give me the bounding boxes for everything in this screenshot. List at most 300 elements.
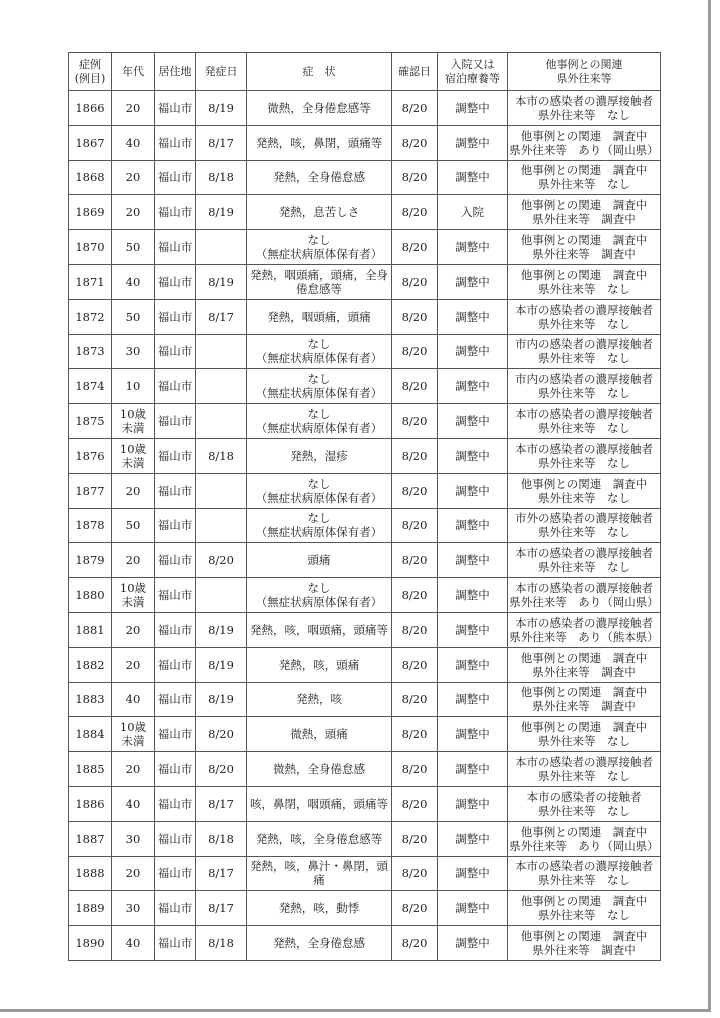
cell-age: 40 — [112, 264, 155, 299]
header-relation: 他事例との関連 県外往来等 — [508, 53, 661, 91]
cell-confirmed: 8/20 — [392, 856, 438, 891]
cell-confirmed: 8/20 — [392, 438, 438, 473]
cell-symptoms — [247, 717, 392, 752]
cell-symptoms-line: （無症状病原体保有者） — [255, 351, 383, 366]
cell-relation — [508, 647, 661, 682]
cell-relation-line: 県外往来等 なし — [538, 281, 630, 296]
table-row — [69, 578, 661, 613]
cell-symptoms-line: 発熱，咳，頭痛 — [278, 657, 360, 672]
cell-symptoms-line: 発熱，咳，鼻閉，頭痛等 — [255, 135, 383, 150]
cell-confirmed: 8/20 — [392, 369, 438, 404]
cell-onset: 8/19 — [196, 612, 247, 647]
cell-symptoms-line: （無症状病原体保有者） — [255, 595, 383, 610]
cell-age: 40 — [112, 682, 155, 717]
cell-confirmed: 8/20 — [392, 125, 438, 160]
header-status: 入院又は 宿泊療養等 — [438, 53, 508, 91]
table-row — [69, 299, 661, 334]
cell-symptoms-line: なし — [307, 337, 331, 352]
table-row — [69, 612, 661, 647]
header-row — [69, 53, 661, 91]
cell-age: 30 — [112, 821, 155, 856]
cell-residence: 福山市 — [155, 299, 196, 334]
cell-residence: 福山市 — [155, 926, 196, 961]
cell-relation — [508, 682, 661, 717]
cell-onset — [196, 369, 247, 404]
cell-relation-line: 県外往来等 なし — [538, 421, 630, 436]
cell-onset: 8/20 — [196, 543, 247, 578]
cell-symptoms — [247, 264, 392, 299]
cell-case: 1869 — [69, 195, 112, 230]
cell-symptoms-line: 発熱，咽頭痛，頭痛 — [267, 309, 371, 324]
cell-status: 調整中 — [438, 230, 508, 265]
table-row — [69, 195, 661, 230]
cell-age: 50 — [112, 299, 155, 334]
cell-age: 40 — [112, 125, 155, 160]
cell-age: 20 — [112, 473, 155, 508]
cell-symptoms-line: なし — [307, 233, 331, 248]
cell-symptoms — [247, 682, 392, 717]
cell-symptoms-line: 発熱，咳，鼻汁・鼻閉，頭 — [250, 859, 388, 874]
table-row — [69, 543, 661, 578]
cell-onset: 8/18 — [196, 438, 247, 473]
cell-status: 調整中 — [438, 821, 508, 856]
cell-symptoms-line: （無症状病原体保有者） — [255, 490, 383, 505]
cell-confirmed: 8/20 — [392, 230, 438, 265]
cell-case: 1876 — [69, 438, 112, 473]
cell-relation-line: 県外往来等 なし — [538, 351, 630, 366]
cell-residence: 福山市 — [155, 786, 196, 821]
cell-symptoms — [247, 821, 392, 856]
cell-relation — [508, 230, 661, 265]
cell-onset: 8/19 — [196, 264, 247, 299]
cell-age: 20 — [112, 543, 155, 578]
cell-confirmed: 8/20 — [392, 334, 438, 369]
cell-symptoms-line: 発熱，咳，全身倦怠感等 — [255, 831, 383, 846]
cell-age: 20 — [112, 612, 155, 647]
cell-confirmed: 8/20 — [392, 508, 438, 543]
cell-relation-line: 他事例との関連 調査中 — [520, 476, 648, 491]
cell-symptoms — [247, 438, 392, 473]
cell-residence: 福山市 — [155, 578, 196, 613]
header-case: 症例 (例目) — [69, 53, 112, 91]
cell-relation — [508, 369, 661, 404]
cell-symptoms — [247, 160, 392, 195]
cell-residence: 福山市 — [155, 195, 196, 230]
cell-age: 20 — [112, 647, 155, 682]
cell-status: 調整中 — [438, 438, 508, 473]
cell-relation-line: 県外往来等 調査中 — [532, 212, 636, 227]
cell-symptoms-line: なし — [307, 511, 331, 526]
cell-case: 1881 — [69, 612, 112, 647]
cell-confirmed: 8/20 — [392, 926, 438, 961]
cell-status: 調整中 — [438, 299, 508, 334]
cell-relation-line: 本市の感染者の濃厚接触者 — [515, 93, 653, 108]
cell-relation — [508, 856, 661, 891]
cell-age: 20 — [112, 195, 155, 230]
cell-status: 調整中 — [438, 786, 508, 821]
cell-residence: 福山市 — [155, 264, 196, 299]
cell-symptoms-line: 微熱，全身倦怠感等 — [267, 100, 371, 115]
cell-residence: 福山市 — [155, 856, 196, 891]
cell-status: 調整中 — [438, 334, 508, 369]
table-row — [69, 891, 661, 926]
cell-symptoms — [247, 230, 392, 265]
cell-residence: 福山市 — [155, 125, 196, 160]
table-row — [69, 369, 661, 404]
cell-relation-line: 県外往来等 なし — [538, 177, 630, 192]
cell-relation-line: 県外往来等 なし — [538, 455, 630, 470]
cell-status: 調整中 — [438, 264, 508, 299]
cell-onset: 8/20 — [196, 717, 247, 752]
cell-age: 10 — [112, 369, 155, 404]
cell-age: 30 — [112, 334, 155, 369]
cell-onset — [196, 334, 247, 369]
cell-case: 1882 — [69, 647, 112, 682]
cell-confirmed: 8/20 — [392, 752, 438, 787]
cell-relation — [508, 717, 661, 752]
cell-onset — [196, 404, 247, 439]
cell-onset: 8/19 — [196, 195, 247, 230]
cell-symptoms-line: なし — [307, 407, 331, 422]
cell-case: 1868 — [69, 160, 112, 195]
cell-symptoms-line: なし — [307, 581, 331, 596]
cell-age: 50 — [112, 508, 155, 543]
cell-relation-line: 県外往来等 なし — [538, 525, 630, 540]
cell-relation-line: 本市の感染者の濃厚接触者 — [515, 581, 653, 596]
cell-age: 20 — [112, 856, 155, 891]
cell-relation-line: 本市の感染者の接触者 — [526, 789, 642, 804]
cell-relation-line: 他事例との関連 調査中 — [520, 267, 648, 282]
cell-residence: 福山市 — [155, 508, 196, 543]
cell-relation-line: 県外往来等 なし — [538, 803, 630, 818]
cell-onset: 8/17 — [196, 299, 247, 334]
cell-confirmed: 8/20 — [392, 404, 438, 439]
cell-residence: 福山市 — [155, 404, 196, 439]
cell-status: 調整中 — [438, 473, 508, 508]
cell-confirmed: 8/20 — [392, 682, 438, 717]
cell-relation — [508, 334, 661, 369]
cell-relation-line: 本市の感染者の濃厚接触者 — [515, 302, 653, 317]
table-row — [69, 91, 661, 126]
cell-residence: 福山市 — [155, 612, 196, 647]
cell-relation-line: 市外の感染者の濃厚接触者 — [515, 511, 653, 526]
header-symptoms: 症 状 — [247, 53, 392, 91]
cell-onset: 8/18 — [196, 821, 247, 856]
cell-symptoms — [247, 369, 392, 404]
cell-relation-line: 県外往来等 あり（岡山県） — [509, 838, 659, 853]
cell-relation-line: 県外往来等 なし — [538, 107, 630, 122]
cell-symptoms-line: 発熱，咳，咽頭痛，頭痛等 — [250, 622, 388, 637]
table-row — [69, 821, 661, 856]
cell-relation-line: 他事例との関連 調査中 — [520, 198, 648, 213]
table-row — [69, 125, 661, 160]
cell-case: 1888 — [69, 856, 112, 891]
cell-onset: 8/19 — [196, 91, 247, 126]
cell-status: 調整中 — [438, 682, 508, 717]
cell-status: 調整中 — [438, 612, 508, 647]
cell-relation — [508, 508, 661, 543]
cell-symptoms-line: 微熱，全身倦怠感 — [273, 762, 365, 777]
cell-relation-line: 県外往来等 あり（熊本県） — [509, 629, 659, 644]
cell-relation — [508, 578, 661, 613]
cell-symptoms — [247, 404, 392, 439]
cell-relation — [508, 404, 661, 439]
cell-symptoms-line: なし — [307, 476, 331, 491]
cell-symptoms-line: （無症状病原体保有者） — [255, 525, 383, 540]
cell-symptoms-line: 咳，鼻閉，咽頭痛，頭痛等 — [250, 796, 388, 811]
cell-status: 調整中 — [438, 856, 508, 891]
cell-relation-line: 他事例との関連 調査中 — [520, 685, 648, 700]
cell-symptoms — [247, 612, 392, 647]
cell-residence: 福山市 — [155, 160, 196, 195]
cell-residence: 福山市 — [155, 682, 196, 717]
cell-age: 10歳 未満 — [112, 578, 155, 613]
cell-status: 調整中 — [438, 647, 508, 682]
cell-symptoms — [247, 856, 392, 891]
cell-status: 調整中 — [438, 160, 508, 195]
cell-case: 1872 — [69, 299, 112, 334]
cell-symptoms-line: 痛 — [313, 873, 325, 888]
cell-relation — [508, 125, 661, 160]
cell-symptoms — [247, 195, 392, 230]
cell-onset: 8/17 — [196, 125, 247, 160]
cell-case: 1879 — [69, 543, 112, 578]
cell-case: 1867 — [69, 125, 112, 160]
cell-relation — [508, 438, 661, 473]
cell-symptoms — [247, 543, 392, 578]
cell-confirmed: 8/20 — [392, 543, 438, 578]
cell-relation-line: 県外往来等 なし — [538, 316, 630, 331]
cell-confirmed: 8/20 — [392, 264, 438, 299]
cell-age: 20 — [112, 752, 155, 787]
cell-residence: 福山市 — [155, 821, 196, 856]
cell-relation-line: 他事例との関連 調査中 — [520, 929, 648, 944]
cell-residence: 福山市 — [155, 752, 196, 787]
cell-relation — [508, 752, 661, 787]
table-row — [69, 717, 661, 752]
cell-symptoms-line: 微熱，頭痛 — [290, 727, 348, 742]
table-row — [69, 438, 661, 473]
cell-age: 10歳 未満 — [112, 404, 155, 439]
cell-relation-line: 県外往来等 調査中 — [532, 943, 636, 958]
cell-relation-line: 他事例との関連 調査中 — [520, 233, 648, 248]
cell-relation-line: 本市の感染者の濃厚接触者 — [515, 859, 653, 874]
cell-relation-line: 本市の感染者の濃厚接触者 — [515, 615, 653, 630]
cell-case: 1887 — [69, 821, 112, 856]
cell-symptoms — [247, 891, 392, 926]
cell-symptoms-line: 倦怠感等 — [296, 281, 342, 296]
cell-relation-line: 他事例との関連 調査中 — [520, 650, 648, 665]
cell-status: 調整中 — [438, 508, 508, 543]
cell-relation — [508, 264, 661, 299]
cell-confirmed: 8/20 — [392, 612, 438, 647]
cell-relation-line: 市内の感染者の濃厚接触者 — [515, 337, 653, 352]
cell-confirmed: 8/20 — [392, 91, 438, 126]
cell-symptoms-line: 頭痛 — [307, 553, 331, 568]
cell-confirmed: 8/20 — [392, 717, 438, 752]
header-confirmed: 確認日 — [392, 53, 438, 91]
cell-relation-line: 県外往来等 調査中 — [532, 699, 636, 714]
table-row — [69, 752, 661, 787]
cell-symptoms-line: （無症状病原体保有者） — [255, 421, 383, 436]
cell-residence: 福山市 — [155, 891, 196, 926]
cell-symptoms — [247, 926, 392, 961]
cell-onset: 8/18 — [196, 160, 247, 195]
cell-relation — [508, 299, 661, 334]
cell-age: 20 — [112, 91, 155, 126]
cell-symptoms-line: 発熱，湿疹 — [290, 448, 348, 463]
cell-case: 1873 — [69, 334, 112, 369]
table-row — [69, 404, 661, 439]
cell-relation — [508, 160, 661, 195]
cell-relation-line: 県外往来等 調査中 — [532, 247, 636, 262]
cell-residence: 福山市 — [155, 369, 196, 404]
cell-symptoms — [247, 786, 392, 821]
cell-age: 10歳 未満 — [112, 717, 155, 752]
cell-relation-line: 県外往来等 なし — [538, 769, 630, 784]
case-table — [68, 52, 661, 961]
cell-symptoms-line: 発熱，咳 — [296, 692, 342, 707]
cell-relation — [508, 786, 661, 821]
cell-relation — [508, 891, 661, 926]
cell-relation-line: 本市の感染者の濃厚接触者 — [515, 441, 653, 456]
cell-age: 30 — [112, 891, 155, 926]
cell-relation-line: 県外往来等 なし — [538, 873, 630, 888]
cell-age: 50 — [112, 230, 155, 265]
cell-case: 1878 — [69, 508, 112, 543]
cell-residence: 福山市 — [155, 91, 196, 126]
cell-symptoms — [247, 299, 392, 334]
cell-age: 20 — [112, 160, 155, 195]
table-row — [69, 647, 661, 682]
cell-relation-line: 他事例との関連 調査中 — [520, 163, 648, 178]
cell-relation-line: 他事例との関連 調査中 — [520, 824, 648, 839]
cell-relation-line: 県外往来等 なし — [538, 734, 630, 749]
header-onset: 発症日 — [196, 53, 247, 91]
table-row — [69, 264, 661, 299]
cell-onset: 8/18 — [196, 926, 247, 961]
cell-relation-line: 他事例との関連 調査中 — [520, 720, 648, 735]
cell-confirmed: 8/20 — [392, 786, 438, 821]
cell-relation — [508, 473, 661, 508]
cell-age: 10歳 未満 — [112, 438, 155, 473]
cell-residence: 福山市 — [155, 230, 196, 265]
table-row — [69, 508, 661, 543]
cell-symptoms-line: 発熱，全身倦怠感 — [273, 936, 365, 951]
cell-relation-line: 他事例との関連 調査中 — [520, 894, 648, 909]
cell-relation — [508, 91, 661, 126]
cell-status: 調整中 — [438, 369, 508, 404]
cell-onset: 8/20 — [196, 752, 247, 787]
table-row — [69, 786, 661, 821]
cell-onset: 8/17 — [196, 786, 247, 821]
cell-relation-line: 本市の感染者の濃厚接触者 — [515, 407, 653, 422]
cell-onset — [196, 473, 247, 508]
cell-symptoms — [247, 647, 392, 682]
cell-relation-line: 本市の感染者の濃厚接触者 — [515, 755, 653, 770]
cell-symptoms — [247, 91, 392, 126]
cell-relation — [508, 543, 661, 578]
cell-relation-line: 県外往来等 なし — [538, 490, 630, 505]
cell-residence: 福山市 — [155, 647, 196, 682]
cell-status: 入院 — [438, 195, 508, 230]
cell-status: 調整中 — [438, 926, 508, 961]
cell-symptoms — [247, 578, 392, 613]
cell-case: 1883 — [69, 682, 112, 717]
table-row — [69, 856, 661, 891]
cell-case: 1870 — [69, 230, 112, 265]
cell-symptoms — [247, 334, 392, 369]
cell-case: 1890 — [69, 926, 112, 961]
cell-status: 調整中 — [438, 91, 508, 126]
cell-relation-line: 県外往来等 なし — [538, 908, 630, 923]
cell-relation-line: 県外往来等 調査中 — [532, 664, 636, 679]
cell-status: 調整中 — [438, 717, 508, 752]
cell-case: 1875 — [69, 404, 112, 439]
cell-onset — [196, 508, 247, 543]
cell-case: 1866 — [69, 91, 112, 126]
cell-status: 調整中 — [438, 404, 508, 439]
cell-residence: 福山市 — [155, 543, 196, 578]
table-row — [69, 682, 661, 717]
case-rows — [69, 91, 661, 961]
table-row — [69, 160, 661, 195]
cell-relation-line: 他事例との関連 調査中 — [520, 128, 648, 143]
table-row — [69, 230, 661, 265]
cell-status: 調整中 — [438, 543, 508, 578]
cell-case: 1889 — [69, 891, 112, 926]
cell-symptoms-line: 発熱，咽頭痛，頭痛，全身 — [250, 267, 388, 282]
cell-status: 調整中 — [438, 752, 508, 787]
cell-case: 1886 — [69, 786, 112, 821]
cell-relation — [508, 195, 661, 230]
header-residence: 居住地 — [155, 53, 196, 91]
cell-residence: 福山市 — [155, 473, 196, 508]
cell-confirmed: 8/20 — [392, 821, 438, 856]
cell-confirmed: 8/20 — [392, 195, 438, 230]
cell-symptoms — [247, 473, 392, 508]
header-age: 年代 — [112, 53, 155, 91]
cell-symptoms — [247, 752, 392, 787]
cell-relation-line: 県外往来等 なし — [538, 560, 630, 575]
cell-onset: 8/19 — [196, 682, 247, 717]
cell-residence: 福山市 — [155, 717, 196, 752]
cell-case: 1874 — [69, 369, 112, 404]
cell-case: 1885 — [69, 752, 112, 787]
cell-onset: 8/17 — [196, 891, 247, 926]
cell-symptoms-line: 発熱，咳，動悸 — [278, 901, 360, 916]
cell-case: 1884 — [69, 717, 112, 752]
cell-symptoms-line: （無症状病原体保有者） — [255, 247, 383, 262]
cell-relation-line: 県外往来等 あり（岡山県） — [509, 595, 659, 610]
cell-residence: 福山市 — [155, 334, 196, 369]
table-row — [69, 334, 661, 369]
cell-symptoms — [247, 508, 392, 543]
cell-confirmed: 8/20 — [392, 647, 438, 682]
cell-onset — [196, 230, 247, 265]
cell-symptoms — [247, 125, 392, 160]
cell-confirmed: 8/20 — [392, 891, 438, 926]
cell-onset — [196, 578, 247, 613]
cell-age: 40 — [112, 786, 155, 821]
cell-symptoms-line: なし — [307, 372, 331, 387]
cell-confirmed: 8/20 — [392, 299, 438, 334]
cell-confirmed: 8/20 — [392, 160, 438, 195]
cell-case: 1871 — [69, 264, 112, 299]
cell-relation-line: 本市の感染者の濃厚接触者 — [515, 546, 653, 561]
cell-status: 調整中 — [438, 891, 508, 926]
cell-symptoms-line: 発熱，息苦しさ — [278, 205, 360, 220]
